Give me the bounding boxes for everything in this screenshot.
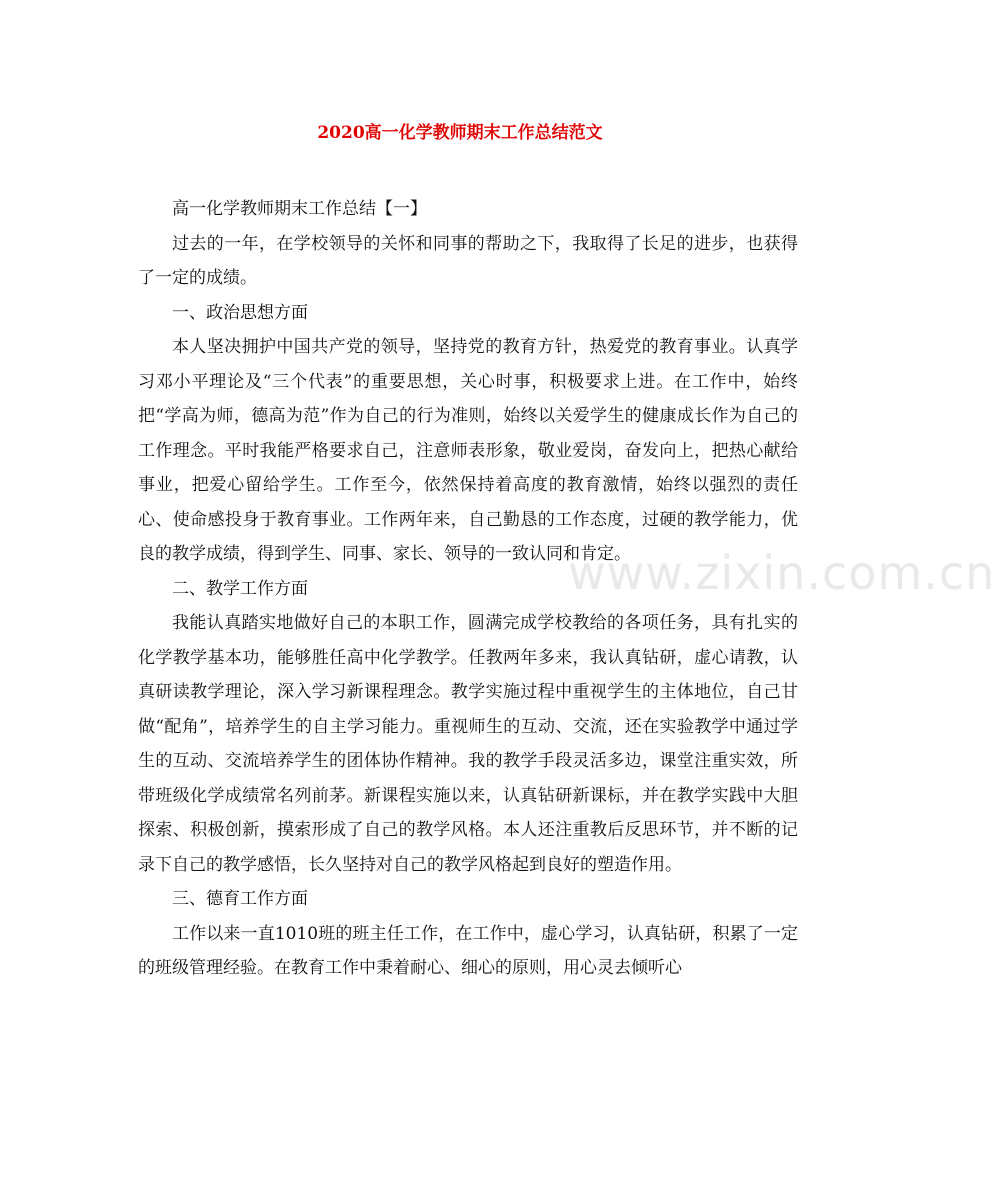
section-heading-moral: 三、德育工作方面 <box>172 889 308 909</box>
watermark-text: www.zixin.com.cn <box>568 546 995 600</box>
paragraph-teaching: 我能认真踏实地做好自己的本职工作，圆满完成学校教给的各项任务，具有扎实的化学教学基本功，能够胜任高中化学教学。任教两年多来，我认真钻研，虚心请教，认真研读教学理论，深入学习新课程理念。教学实施过程中重视学生的主体地位，自己甘做“配角”，培养学生的自主学习能力。重视师生的互动、交流，还在实验教学中通过学生的互动、交流培养学生的团体协作精神。我的教学手段灵活多边，课堂注重实效，所带班级化学成绩常名列前茅。新课程实施以来，认真钻研新课标，并在教学实践中大胆探索、积极创新，摸索形成了自己的教学风格。本人还注重教后反思环节，并不断的记录下自己的教学感悟，长久坚持对自己的教学风格起到良好的塑造作用。 <box>138 613 798 875</box>
paragraph-political: 本人坚决拥护中国共产党的领导，坚持党的教育方针，热爱党的教育事业。认真学习邓小平理论及“三个代表”的重要思想，关心时事，积极要求上进。在工作中，始终把“学高为师，德高为范”作为自己的行为准则，始终以关爱学生的健康成长作为自己的工作理念。平时我能严格要求自己，注意师表形象，敬业爱岗，奋发向上，把热心献给事业，把爱心留给学生。工作至今，依然保持着高度的教育激情，始终以强烈的责任心、使命感投身于教育事业。工作两年来，自己勤恳的工作态度，过硬的教学能力，优良的教学成绩，得到学生、同事、家长、领导的一致认同和肯定。 <box>138 337 798 564</box>
paragraph-intro: 过去的一年，在学校领导的关怀和同事的帮助之下，我取得了长足的进步，也获得了一定的成绩。 <box>138 233 798 288</box>
section-heading-summary-one: 高一化学教师期末工作总结【一】 <box>172 199 427 219</box>
paragraph-moral: 工作以来一直1010班的班主任工作，在工作中，虚心学习，认真钻研，积累了一定的班级管理经验。在教育工作中秉着耐心、细心的原则，用心灵去倾听心 <box>138 923 798 978</box>
document-title: 2020高一化学教师期末工作总结范文 <box>317 123 603 143</box>
document-body <box>138 192 798 986</box>
section-heading-political: 一、政治思想方面 <box>172 302 308 323</box>
section-heading-teaching: 二、教学工作方面 <box>172 578 308 599</box>
